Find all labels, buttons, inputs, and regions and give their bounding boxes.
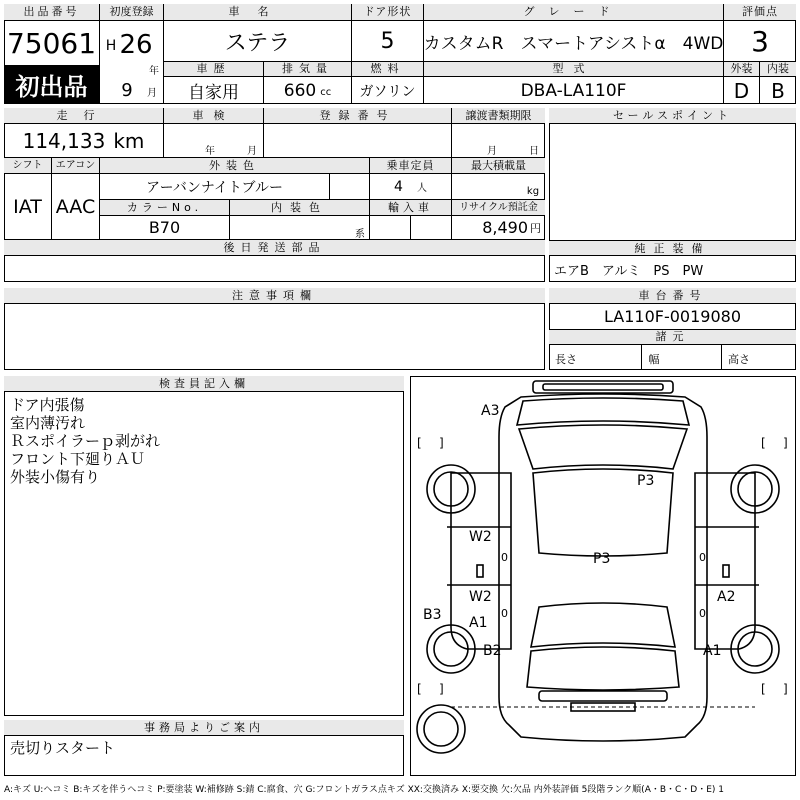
equipment-value: エアB アルミ PS PW — [554, 263, 704, 279]
mileage-label: 走行 — [4, 108, 164, 124]
ac-label: エアコン — [52, 158, 100, 174]
chassis-label: 車台番号 — [549, 288, 796, 304]
score-label: 評価点 — [724, 4, 796, 21]
door-label: ドア形状 — [352, 4, 424, 21]
left-bracket-close: ] — [439, 436, 444, 450]
registration-label: 登録番号 — [264, 108, 452, 124]
recycle-number: 8,490 — [482, 218, 528, 237]
inspection-year-unit: 年 — [205, 145, 215, 157]
capacity-label: 乗車定員 — [370, 158, 452, 174]
model-value: DBA-LA110F — [424, 77, 724, 104]
inspector-note: 外装小傷有り — [10, 468, 101, 486]
capacity-number: 4 — [394, 178, 403, 195]
chassis-value: LA110F-0019080 — [549, 304, 796, 330]
exterior-grade-label: 外装 — [724, 62, 760, 77]
notice-label: 注意事項欄 — [4, 288, 545, 304]
ac-value: AAC — [52, 174, 100, 240]
color-no-label: カラーNo. — [100, 200, 230, 216]
reg-month: 9 — [121, 79, 133, 101]
left-bracket: [ — [417, 436, 422, 450]
reg-year: 26 — [119, 30, 153, 60]
first-listing-badge: 初出品 — [4, 65, 100, 104]
height-label: 高さ — [728, 353, 750, 366]
reg-era: H — [105, 38, 117, 54]
front-grille-outline — [543, 384, 663, 390]
mark-p3-roof: P3 — [637, 473, 655, 489]
inspection-month-unit: 月 — [247, 145, 257, 157]
inspector-note: 室内薄汚れ — [10, 414, 86, 432]
lot-label: 出品番号 — [4, 4, 100, 21]
wheel-rear-right-inner — [738, 632, 772, 666]
rear-window-outline — [531, 603, 675, 647]
exterior-color-extra — [330, 174, 370, 200]
front-bumper-outline — [533, 381, 673, 393]
displacement-unit: cc — [320, 87, 332, 98]
car-diagram — [410, 376, 796, 776]
sales-point-label: セールスポイント — [549, 108, 796, 124]
car-name: ステラ — [164, 21, 352, 62]
inspector-note: ドア内張傷 — [10, 396, 85, 414]
reg-year-unit: 年 — [149, 65, 159, 77]
wheel-rear-left-inner — [434, 632, 468, 666]
inspector-label: 検査員記入欄 — [4, 376, 404, 392]
color-no-value: B70 — [100, 216, 230, 240]
shift-value: IAT — [4, 174, 52, 240]
first-reg-label: 初度登録 — [100, 4, 164, 21]
mirror-right — [723, 565, 729, 577]
legend-text: A:キズ U:ヘコミ B:キズを伴うヘコミ P:要塗装 W:補修跡 S:錆 C:腐食、穴 G:フロントガラス点キズ XX:交換済み X:要交換 欠:欠品 内外装評価 5段階ランク順(A・B・C・D・E) 1 — [4, 784, 725, 795]
fuel-label: 燃料 — [352, 62, 424, 77]
right-bracket: [ — [761, 436, 766, 450]
shift-label: シフト — [4, 158, 52, 174]
mark-a1-left: A1 — [469, 615, 488, 631]
mirror-left — [477, 565, 483, 577]
import-box-a — [370, 216, 411, 240]
exterior-color-label: 外装色 — [100, 158, 370, 174]
grade-label: グレード — [424, 4, 724, 21]
mileage-number: 114,133 — [22, 128, 106, 153]
rear-bumper-outline — [539, 691, 667, 701]
max-load-unit: kg — [526, 185, 540, 197]
transfer-day-unit: 日 — [529, 145, 539, 157]
handle-mark: 0 — [699, 607, 706, 620]
mark-w2-left-bottom: W2 — [469, 589, 492, 605]
score-value: 3 — [724, 21, 796, 62]
left-bracket-low-close: ] — [439, 682, 444, 696]
inspection-label: 車検 — [164, 108, 264, 124]
left-bracket-low: [ — [417, 682, 422, 696]
inspector-note: フロント下廻りＡＵ — [10, 450, 146, 468]
mark-b3-left: B3 — [423, 607, 442, 623]
car-diagram-svg — [411, 377, 795, 775]
right-bracket-close: ] — [783, 436, 788, 450]
displacement-number: 660 — [283, 80, 317, 101]
interior-color-label: 内装色 — [230, 200, 370, 216]
fuel-value: ガソリン — [352, 77, 424, 104]
history-label: 車歴 — [164, 62, 264, 77]
lot-number: 75061 — [4, 21, 100, 65]
model-label: 型式 — [424, 62, 724, 77]
history-value: 自家用 — [164, 77, 264, 104]
car-name-label: 車名 — [164, 4, 352, 21]
door-value: 5 — [352, 21, 424, 62]
displacement-label: 排気量 — [264, 62, 352, 77]
office-label: 事務局よりご案内 — [4, 720, 404, 736]
interior-color-unit: 系 — [355, 228, 365, 240]
right-bracket-low-close: ] — [783, 682, 788, 696]
mark-w2-left-top: W2 — [469, 529, 492, 545]
dimensions-label: 諸元 — [549, 330, 796, 345]
later-parts-label: 後日発送部品 — [4, 240, 545, 256]
exterior-color-value: アーバンナイトブルー — [100, 174, 330, 200]
interior-color-box — [230, 216, 370, 240]
interior-grade-value: B — [771, 78, 785, 103]
handle-mark: 0 — [699, 551, 706, 564]
max-load-label: 最大積載量 — [452, 158, 545, 174]
mark-a3-top: A3 — [481, 403, 500, 419]
mark-a2-right: A2 — [717, 589, 736, 605]
mileage-value — [4, 124, 164, 158]
transfer-month-unit: 月 — [487, 145, 497, 157]
hood-outline — [517, 398, 689, 425]
displacement-value — [264, 77, 352, 104]
recycle-unit: 円 — [530, 221, 541, 235]
right-bracket-low: [ — [761, 682, 766, 696]
spare-wheel-inner — [424, 712, 458, 746]
width-label: 幅 — [648, 353, 660, 366]
exterior-grade-value: D — [724, 77, 760, 104]
import-label: 輸入車 — [370, 200, 452, 216]
length-label: 長さ — [555, 353, 577, 366]
car-body-outline — [499, 394, 707, 741]
mileage-unit: km — [113, 128, 145, 153]
mark-a1-right: A1 — [703, 643, 722, 659]
handle-mark: 0 — [501, 551, 508, 564]
reg-month-unit: 月 — [147, 87, 157, 99]
interior-grade-label: 内装 — [760, 62, 796, 77]
capacity-value — [370, 174, 452, 200]
office-note: 売切りスタート — [10, 738, 116, 757]
import-box-b — [411, 216, 452, 240]
mark-b2-left: B2 — [483, 643, 502, 659]
recycle-value — [452, 216, 545, 240]
capacity-unit: 人 — [416, 183, 427, 194]
inspector-note: Ｒスポイラーｐ剥がれ — [10, 432, 161, 450]
recycle-label: リサイクル預託金 — [452, 200, 545, 216]
grade-value: カスタムR スマートアシストα 4WD — [424, 21, 724, 62]
inspector-notes — [10, 396, 400, 486]
transfer-doc-label: 譲渡書類期限 — [452, 108, 545, 124]
windshield-outline — [519, 425, 687, 469]
handle-mark: 0 — [501, 607, 508, 620]
mark-p3-center: P3 — [593, 551, 611, 567]
equipment-label: 純正装備 — [549, 240, 796, 256]
registration-box — [264, 124, 452, 158]
rear-hatch-outline — [527, 647, 679, 690]
